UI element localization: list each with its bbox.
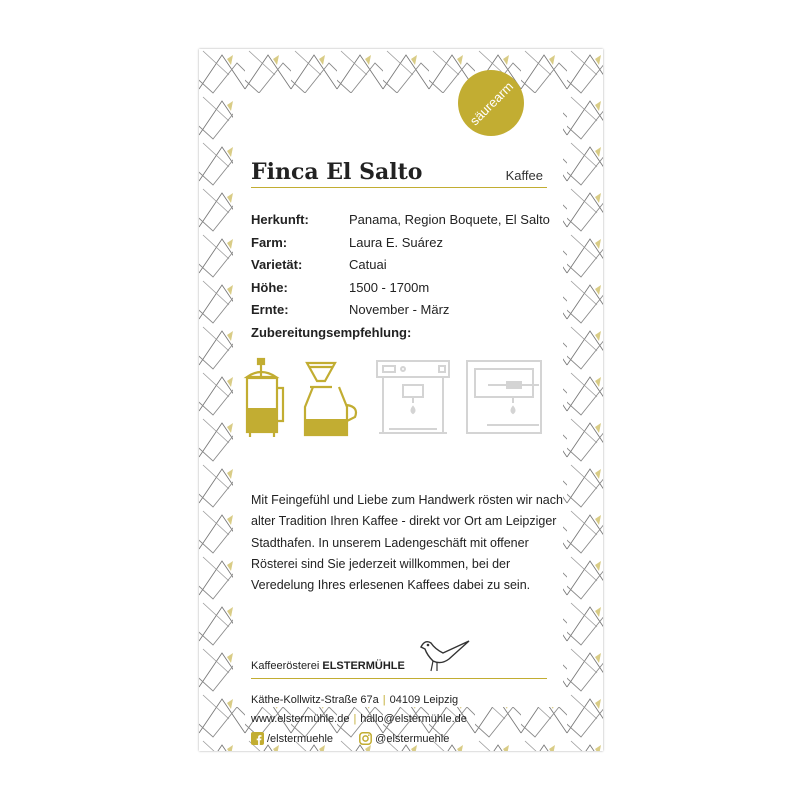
fact-label: Herkunft: [251, 212, 309, 227]
preparation-icons [243, 355, 563, 441]
address-street: Käthe-Kollwitz-Straße 67a [251, 694, 379, 706]
preparation-heading: Zubereitungsempfehlung: [251, 325, 412, 340]
coffee-name: Finca El Salto [251, 159, 423, 185]
address-city: 04109 Leipzig [389, 694, 459, 706]
pour-over-icon [305, 363, 356, 435]
brand-prefix: Kaffeerösterei [251, 660, 320, 672]
separator: | [353, 713, 357, 725]
website-link[interactable]: www.elstermühle.de [251, 713, 350, 725]
fact-value: November - März [349, 302, 450, 317]
address-line [251, 694, 458, 706]
fact-value: 1500 - 1700m [349, 279, 430, 295]
facebook-handle: /elstermuehle [267, 732, 334, 745]
brand-name: ELSTERMÜHLE [322, 660, 405, 672]
instagram-icon [359, 732, 372, 745]
email-link[interactable]: hallo@elstermühle.de [360, 713, 467, 725]
fact-value: Panama, Region Boquete, El Salto [349, 212, 550, 227]
badge-label: säurearm [466, 78, 516, 128]
fact-value: Laura E. Suárez [349, 234, 443, 250]
roastery-brand [251, 660, 405, 672]
fact-label: Ernte: [251, 302, 289, 317]
low-acid-badge [458, 70, 524, 136]
social-line [251, 732, 449, 748]
separator: | [382, 694, 386, 706]
fact-label: Höhe: [251, 279, 288, 295]
fully-automatic-machine-icon [377, 361, 449, 433]
french-press-icon [247, 359, 283, 437]
facebook-icon [251, 732, 264, 745]
roastery-description: Mit Feingefühl und Liebe zum Handwerk rösten wir nach alter Tradition Ihren Kaffee - direkt vor Ort am Leipziger Stadthafen. In unserem Ladengeschäft mit offener Rösterei sind Sie jederzeit willkommen, bei der Veredelung Ihres erlesenen Kaffees dabei zu sein. [251, 493, 563, 593]
portafilter-machine-icon [467, 361, 541, 433]
fact-label: Varietät: [251, 257, 303, 272]
content-panel [233, 93, 563, 745]
fact-value: Catuai [349, 257, 387, 272]
fact-label: Farm: [251, 234, 288, 250]
coffee-label-card [199, 49, 603, 751]
brand-divider [251, 678, 547, 679]
instagram-handle: @elstermuehle [375, 732, 450, 745]
web-line [251, 713, 467, 725]
facebook-link[interactable] [251, 732, 333, 745]
magpie-logo-icon [419, 633, 471, 673]
product-category: Kaffee [505, 168, 543, 183]
instagram-link[interactable] [359, 732, 449, 745]
title-divider [251, 187, 547, 188]
